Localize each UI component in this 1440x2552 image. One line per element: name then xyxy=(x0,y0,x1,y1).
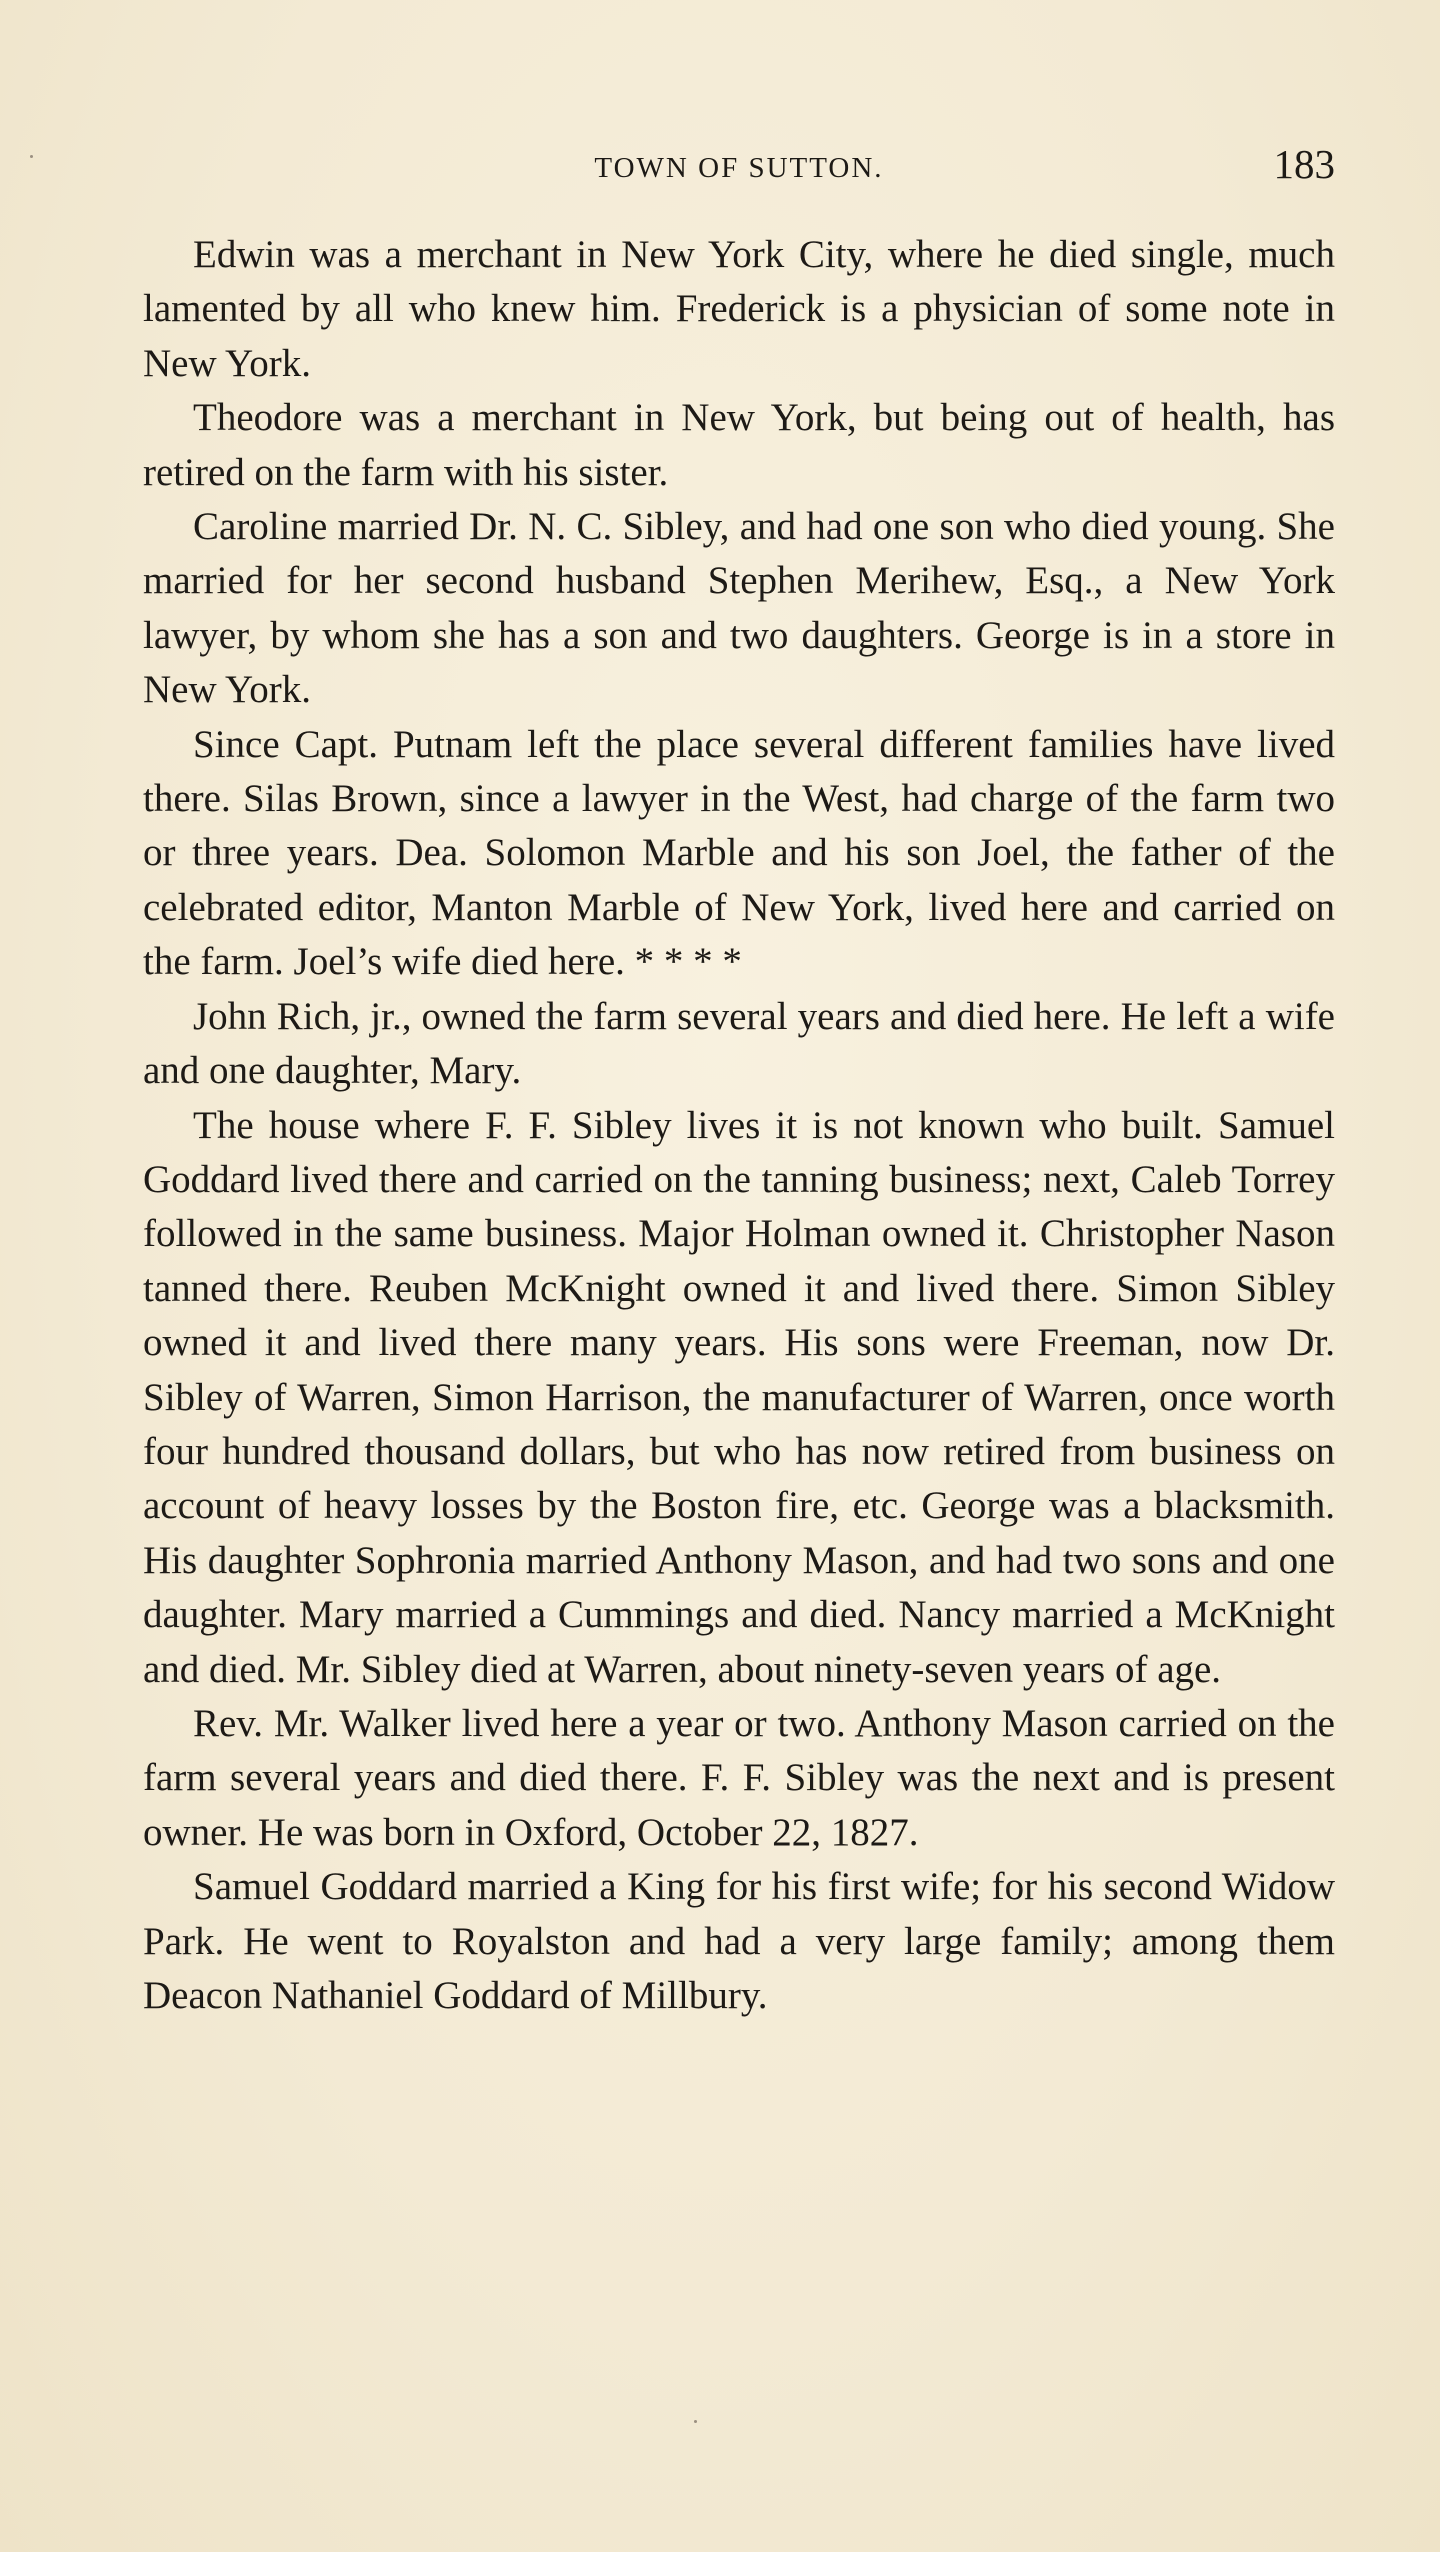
paragraph-edwin: Edwin was a merchant in New York City, where he died single, much lamented by all who knew him. Frederick is a physician of some note in New York. xyxy=(143,233,1335,385)
page-number: 183 xyxy=(1273,141,1335,187)
paragraph-capt-putnam: Since Capt. Putnam left the place several different families have lived there. Silas Brown, since a lawyer in the West, had charge of the farm two or three years. Dea. Solomon Marble and his son Joel, the father of the celebrated editor, Manton Marble of New York, lived here and carried on the farm. Joel’s wife died here. * * * * xyxy=(143,722,1335,984)
paper-speck xyxy=(30,155,33,158)
paragraph-caroline: Caroline married Dr. N. C. Sibley, and had one son who died young. She married for her second husband Stephen Merihew, Esq., a New York lawyer, by whom she has a son and two daughters. George is in a store in New York. xyxy=(143,505,1335,712)
paragraph-samuel-goddard: Samuel Goddard married a King for his first wife; for his second Widow Park. He went to Royalston and had a very large family; among them Deacon Nathaniel Goddard of Millbury. xyxy=(143,1865,1335,2017)
running-title: TOWN OF SUTTON. xyxy=(594,152,884,184)
body-text xyxy=(143,228,1335,2023)
paragraph-john-rich: John Rich, jr., owned the farm several years and died here. He left a wife and one daughter, Mary. xyxy=(143,994,1335,1093)
paragraph-rev-walker: Rev. Mr. Walker lived here a year or two. Anthony Mason carried on the farm several years and died there. F. F. Sibley was the next and is present owner. He was born in Oxford, October 22, 1827. xyxy=(143,1701,1335,1854)
page-header xyxy=(143,140,1335,200)
paragraph-sibley-house: The house where F. F. Sibley lives it is not known who built. Samuel Goddard lived there and carried on the tanning business; next, Caleb Torrey followed in the same business. Major Holman owned it. Christopher Nason tanned there. Reuben McKnight owned it and lived there. Simon Sibley owned it and lived there many years. His sons were Freeman, now Dr. Sibley of Warren, Simon Harrison, the manufacturer of Warren, once worth four hundred thousand dollars, but who has now retired from business on account of heavy losses by the Boston fire, etc. George was a blacksmith. His daughter Sophronia married Anthony Mason, and had two sons and one daughter. Mary married a Cummings and died. Nancy married a McKnight and died. Mr. Sibley died at Warren, about ninety-seven years of age. xyxy=(143,1103,1335,1691)
paper-speck xyxy=(694,2420,697,2423)
paragraph-theodore: Theodore was a merchant in New York, but being out of health, has retired on the farm with his sister. xyxy=(143,396,1335,494)
